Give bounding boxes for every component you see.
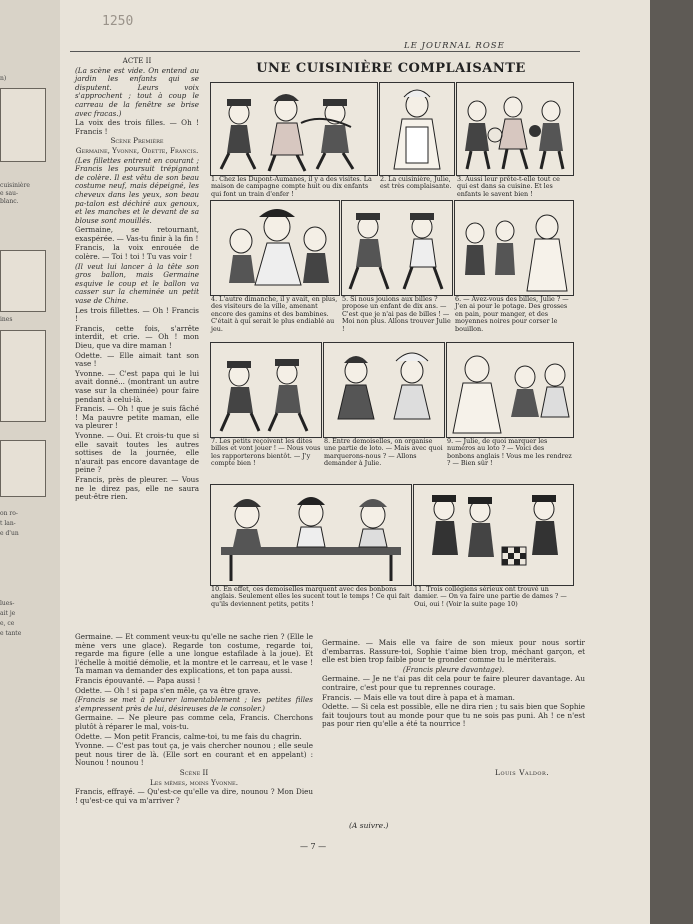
dialogue-line: Francis. — Oh ! que je suis fâché ! Ma pauvre petite maman, elle va pleurer ! [75, 404, 199, 431]
previous-page-text: n) [0, 75, 7, 82]
drawing-cook [380, 83, 454, 175]
comic-title: UNE CUISINIÈRE COMPLAISANTE [256, 61, 526, 76]
drawing-boys-running-off [211, 343, 321, 437]
dialogue-line: Odette. — Oh ! si papa s'en mêle, ça va être grave. [75, 685, 261, 695]
previous-page-text: e d'un [0, 530, 19, 537]
previous-page-text: t lan- [0, 520, 16, 527]
drawing-two-girls [324, 343, 444, 437]
scene-cast: Germaine, Yvonne, Odette, Francis. [75, 145, 199, 155]
comic-panel-5 [341, 200, 453, 296]
play-bottom-right-column [322, 639, 585, 730]
drawing-children-running [211, 83, 377, 175]
play-column [75, 57, 199, 503]
comic-caption-3: 3. Aussi leur prête-t-elle tout ce qui est dans sa cuisine. Et les enfants le savent bien ! [457, 175, 560, 198]
comic-caption-11: 11. Trois collégiens sérieux ont trouvé un damier. — On va faire une partie de dames ? — Oui, oui ! (Voir la suite page 10) [414, 585, 567, 608]
dialogue-line: Yvonne. — C'est pas tout ça, je vais chercher nounou ; elle seule peut nous tirer de là. (Elle sort en courant et en appelant) : Nounou ! nounou ! [75, 741, 313, 768]
dialogue-line: La voix des trois filles. — Oh ! Francis ! [75, 118, 199, 136]
drawing-visitors [211, 201, 339, 295]
comic-caption-4: 4. L'autre dimanche, il y avait, en plus, des visiteurs de la ville, amenant encore des gamins et des bambines. C'était à qui serait le plus endiablé au jeu. [211, 295, 338, 333]
dialogue-line: Les trois fillettes. — Oh ! Francis ! [75, 305, 199, 324]
comic-panel-10 [210, 484, 412, 586]
stage-direction: (Francis se met à pleurer lamentablement ; les petites filles s'empressent près de lui, désireuses de le consoler.) [75, 695, 313, 713]
previous-page-text: e tante [0, 630, 22, 637]
author-signature: Louis Valdor. [495, 768, 550, 777]
previous-page-illustration [0, 440, 46, 497]
drawing-boys-with-checkerboard [414, 485, 573, 585]
act-title: ACTE II [122, 56, 152, 65]
previous-page-text: ait je [0, 610, 16, 617]
background-table [650, 0, 693, 924]
play-bottom-left-column [75, 633, 313, 806]
drawing-cook-with-girls [447, 343, 573, 437]
previous-page-text: lues- [0, 600, 15, 607]
comic-caption-6: 6. — Avez-vous des billes, Julie ? — J'en ai pour le potage. Des grosses en pain, pour manger, et des moyennes noires pour corser le bouillon. [455, 295, 569, 333]
page-number: — 7 — [300, 842, 327, 851]
dialogue-line: Francis, la voix enrouée de colère. — Toi ! toi ! Tu vas voir ! [75, 243, 199, 262]
comic-caption-7: 7. Les petits reçoivent les dites billes et vont jouer ! — Nous vous les rapporterons bientôt. — J'y compte bien ! [211, 437, 321, 468]
comic-panel-3 [456, 82, 574, 176]
dialogue-line: Germaine, se retournant, exaspérée. — Vas-tu finir à la fin ! [75, 225, 199, 243]
stage-direction: (Les fillettes entrent en courant ; Francis les poursuit trépignant de colère. Il est vêtu de son beau costume neuf, mais dépeigné, les cheveux dans les yeux, son beau pa-talon est déchiré aux genoux, et les manches et le devant de sa blouse sont mouillés. [75, 155, 199, 225]
dialogue-line: Yvonne. — Oui. Et crois-tu que si elle savait toutes les autres sottises de la journée, elle n'aurait pas encore davantage de peine ? [75, 430, 199, 475]
previous-page-illustration [0, 250, 46, 312]
previous-page-text: ines [0, 316, 13, 323]
previous-page-edge [0, 0, 61, 924]
comic-caption-10: 10. En effet, ces demoiselles marquent avec des bonbons anglais. Seulement elles les sucent tout le temps ! Ce qui fait qu'ils deviennent petits, petits ! [211, 585, 410, 608]
comic-caption-5: 5. Si nous jouions aux billes ? propose un enfant de dix ans. — C'est que je n'ai pas de billes ! — Moi non plus. Allons trouver Julie ! [342, 295, 451, 333]
previous-page-text: e, ce [0, 620, 15, 627]
dialogue-line: Francis. — Mais elle va tout dire à papa et à maman. [322, 692, 515, 702]
comic-panel-2 [379, 82, 455, 176]
previous-page-text: cuisinière [0, 182, 30, 189]
comic-panel-8 [323, 342, 445, 438]
comic-caption-8: 8. Entre demoiselles, on organise une partie de loto. — Mais avec quoi marquerons-nous ? — Allons demander à Julie. [324, 437, 443, 468]
dialogue-line: Francis, effrayé. — Qu'est-ce qu'elle va dire, nounou ? Mon Dieu ! qu'est-ce qui va m'arriver ? [75, 787, 313, 805]
previous-page-text: e sau- [0, 190, 19, 197]
header-rule [70, 51, 580, 52]
comic-panel-1 [210, 82, 378, 176]
handwritten-page-number: 1250 [102, 14, 134, 29]
scene-cast: Les mêmes, moins Yvonne. [150, 777, 238, 787]
comic-panel-11 [413, 484, 574, 586]
comic-panel-4 [210, 200, 340, 296]
dialogue-line: Francis épouvanté. — Papa aussi ! [75, 675, 201, 685]
comic-caption-2: 2. La cuisinière, Julie, est très complaisante. [380, 175, 452, 191]
previous-page-illustration [0, 330, 46, 422]
to-be-continued: (A suivre.) [349, 821, 389, 830]
stage-direction: (Francis pleure davantage). [402, 664, 505, 674]
dialogue-line: Francis, cette fois, s'arrête interdit, et crie. — Oh ! mon Dieu, que va dire maman ! [75, 323, 199, 350]
comic-panel-9 [446, 342, 574, 438]
previous-page-text: on ro- [0, 510, 18, 517]
previous-page-text: blanc. [0, 198, 19, 205]
stage-direction: (La scène est vide. On entend au jardin les enfants qui se disputent. Leurs voix s'approchent ; tout à coup le carreau de la fenêtre se brise avec fracas.) [75, 65, 199, 118]
dialogue-line: Yvonne. — C'est papa qui le lui avait donné... (montrant un autre vase sur la cheminée) pour faire pendant à celui-là. [75, 368, 199, 404]
dialogue-line: Odette. — Si cela est possible, elle ne dira rien ; tu sais bien que Sophie fait toujours tout au monde pour que tu ne sois pas puni. Ah ! ce n'est pas pour rien qu'elle a été ta nourrice ! [322, 702, 585, 729]
drawing-boys-and-cook [455, 201, 573, 295]
drawing-girls-at-table [211, 485, 411, 585]
scene-title: Scène II [179, 767, 209, 777]
drawing-boys-playing [342, 201, 452, 295]
dialogue-line: Odette. — Mon petit Francis, calme-toi, tu me fais du chagrin. [75, 731, 302, 741]
dialogue-line: Odette. — Elle aimait tant son vase ! [75, 350, 199, 369]
drawing-children-with-pans [457, 83, 573, 175]
comic-caption-1: 1. Chez les Dupont-Aumanes, il y a des visites. La maison de campagne compte huit ou dix enfants qui font un train d'enfer ! [211, 175, 372, 198]
comic-caption-9: 9. — Julie, de quoi marquer les numéros au loto ? — Voici des bonbons anglais ! Vous me les rendrez ? — Bien sûr ! [447, 437, 572, 468]
comic-strip [207, 60, 575, 625]
comic-panel-6 [454, 200, 574, 296]
running-header: LE JOURNAL ROSE [404, 41, 505, 51]
stage-direction: (Il veut lui lancer à la tête son gros ballon, mais Germaine esquive le coup et le ballon va casser sur la cheminée un petit vase de Chine. [75, 261, 199, 306]
dialogue-line: Germaine. — Je ne t'ai pas dit cela pour te faire pleurer davantage. Au contraire, c'est pour que tu reprennes courage. [322, 674, 585, 692]
dialogue-line: Germaine. — Et comment veux-tu qu'elle ne sache rien ? (Elle le mène vers une glace). Regarde ton costume, regarde toi, regarde ma figure (elle a une longue estafilade à la joue). Et l'échelle à moitié démolie, et la montre et le carreau, et le vase ! Ta maman va demander des explications, et ton papa aussi. [75, 632, 313, 676]
previous-page-illustration [0, 88, 46, 162]
comic-panel-7 [210, 342, 322, 438]
scene-title: Scène Première [110, 136, 164, 146]
dialogue-line: Germaine. — Ne pleure pas comme cela, Francis. Cherchons plutôt à réparer le mal, vois-tu. [75, 713, 313, 731]
dialogue-line: Francis, près de pleurer. — Vous ne le direz pas, elle ne saura peut-être rien. [75, 474, 199, 502]
dialogue-line: Germaine. — Mais elle va faire de son mieux pour nous sortir d'embarras. Rassure-toi, Sophie t'aime bien trop, méchant garçon, et elle est bien trop faible pour te gronder comme tu le mériterais. [322, 638, 585, 665]
